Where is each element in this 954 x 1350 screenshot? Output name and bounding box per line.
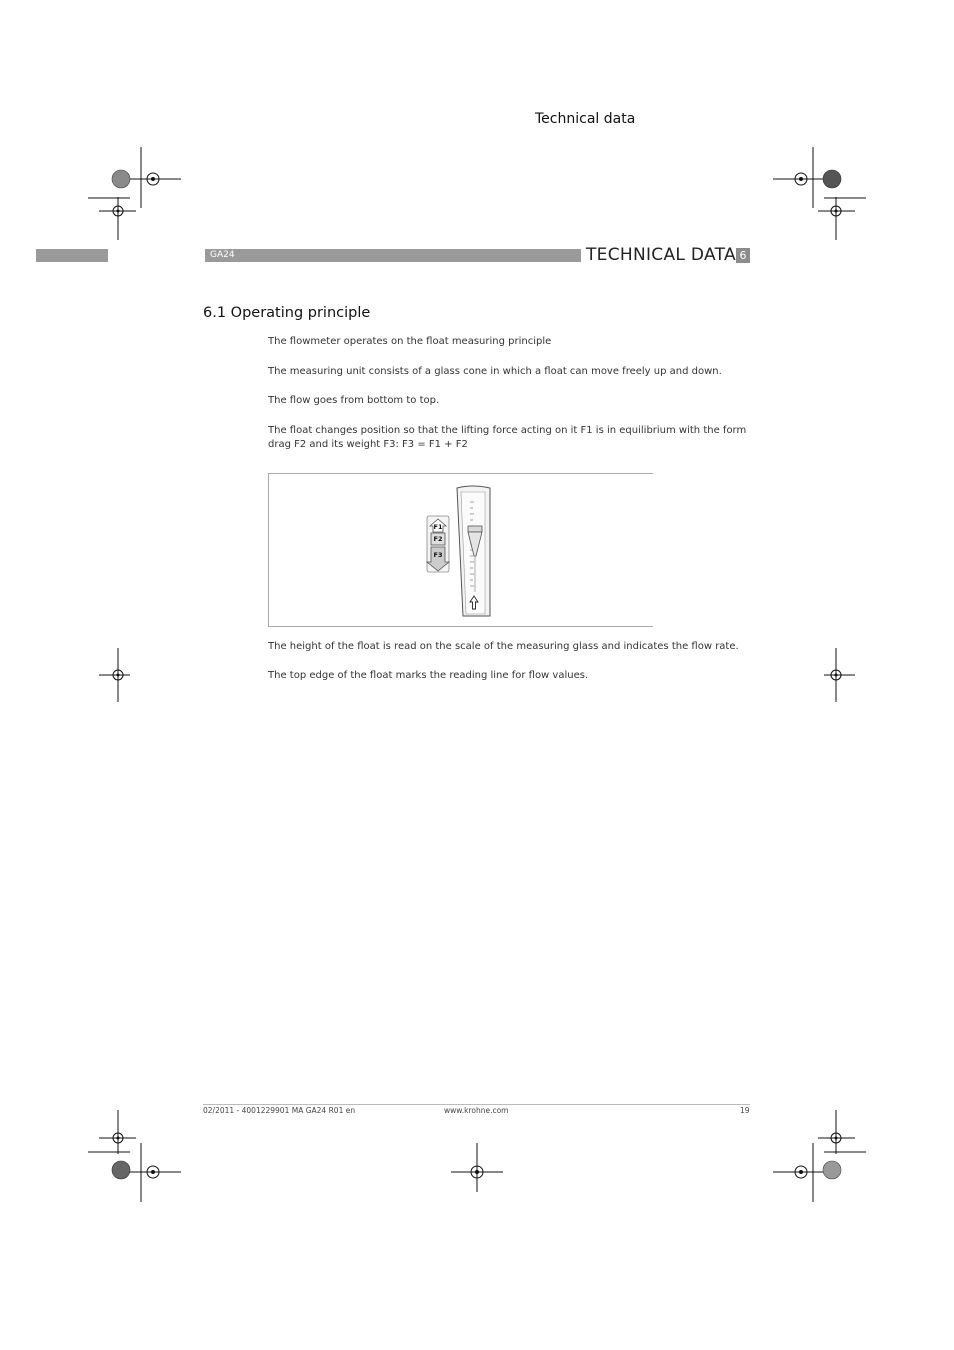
footer-website: www.krohne.com [444,1106,509,1115]
paragraph: The top edge of the float marks the reading line for flow values. [268,670,589,681]
paragraph: The flow goes from bottom to top. [268,395,440,406]
chapter-title: TECHNICAL DATA [586,245,736,265]
header-bar [205,249,581,262]
footer-page-number: 19 [740,1106,750,1115]
paragraph: The height of the float is read on the scale of the measuring glass and indicates the flow rate. [268,641,739,652]
force-label-f2: F2 [433,535,443,543]
footer-document-id: 02/2011 - 4001229901 MA GA24 R01 en [203,1106,356,1115]
chapter-number-badge: 6 [736,248,750,263]
flowmeter-figure [268,473,653,627]
paragraph: The flowmeter operates on the float measuring principle [268,336,552,347]
running-header-title: Technical data [535,111,636,127]
flowmeter-diagram [269,474,654,628]
header-bar-left [36,249,108,262]
footer-rule [203,1104,750,1105]
paragraph: The float changes position so that the lifting force acting on it F1 is in equilibrium with the form drag F2 and its weight F3: F3 = F1 + F2 [268,425,747,450]
product-label: GA24 [210,250,235,260]
force-label-f3: F3 [433,551,443,559]
section-heading: 6.1 Operating principle [203,305,371,321]
force-label-f1: F1 [433,523,443,531]
paragraph: The measuring unit consists of a glass cone in which a float can move freely up and down. [268,366,722,377]
